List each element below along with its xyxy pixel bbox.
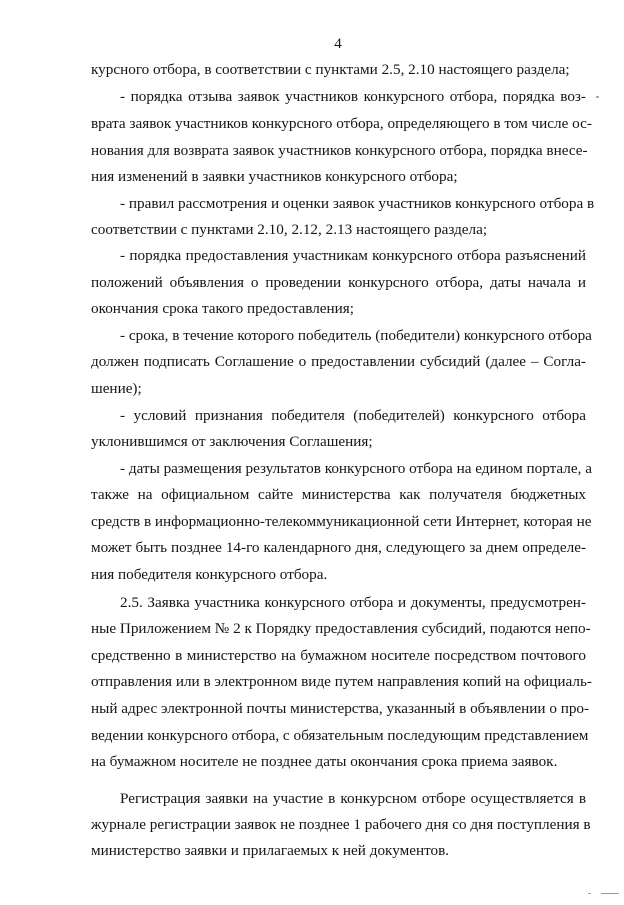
text-line: окончания срока такого предоставления; — [91, 300, 354, 317]
text-line: нования для возврата заявок участников конкурсного отбора, порядка внесе- — [91, 142, 588, 159]
text-line: - даты размещения результатов конкурсного отбора на едином портале, а — [120, 460, 592, 477]
text-line: министерство заявки и прилагаемых к ней документов. — [91, 842, 450, 859]
text-line: - срока, в течение которого победитель (победители) конкурсного отбора — [120, 327, 592, 344]
text-line: 2.5. Заявка участника конкурсного отбора и документы, предусмотрен- — [120, 594, 586, 611]
scan-speck — [601, 893, 619, 894]
text-line: также на официальном сайте министерства как получателя бюджетных — [91, 486, 586, 503]
text-line: Регистрация заявки на участие в конкурсном отборе осуществляется в — [120, 790, 586, 807]
text-line: - правил рассмотрения и оценки заявок участников конкурсного отбора в — [120, 195, 595, 212]
text-line: ведении конкурсного отбора, с обязательным последующим представлением — [91, 727, 589, 744]
scan-speck — [596, 96, 599, 98]
text-line: ния изменений в заявки участников конкурсного отбора; — [91, 168, 458, 185]
text-line: соответствии с пунктами 2.10, 2.12, 2.13 настоящего раздела; — [91, 221, 488, 238]
text-line: - порядка предоставления участникам конкурсного отбора разъяснений — [120, 247, 586, 264]
text-line: средственно в министерство на бумажном носителе посредством почтового — [91, 647, 586, 664]
text-line: ные Приложением № 2 к Порядку предоставления субсидий, подаются непо- — [91, 620, 591, 637]
text-line: должен подписать Соглашение о предоставлении субсидий (далее – Согла- — [91, 353, 586, 370]
text-line: отправления или в электронном виде путем направления копий на официаль- — [91, 673, 592, 690]
text-line: врата заявок участников конкурсного отбора, определяющего в том числе ос- — [91, 115, 592, 132]
scan-speck — [588, 893, 591, 894]
text-line: курсного отбора, в соответствии с пунктами 2.5, 2.10 настоящего раздела; — [91, 61, 570, 78]
text-line: ния победителя конкурсного отбора. — [91, 566, 328, 583]
text-line: на бумажном носителе не позднее даты окончания срока приема заявок. — [91, 753, 558, 770]
text-line: шение); — [91, 380, 142, 397]
text-line: ный адрес электронной почты министерства, указанный в объявлении о про- — [91, 700, 590, 717]
text-line: - условий признания победителя (победителей) конкурсного отбора — [120, 407, 586, 424]
text-line: положений объявления о проведении конкурсного отбора, даты начала и — [91, 274, 586, 291]
text-line: журнале регистрации заявок не позднее 1 рабочего дня со дня поступления в — [91, 816, 591, 833]
text-line: уклонившимся от заключения Соглашения; — [91, 433, 373, 450]
text-line: средств в информационно-телекоммуникационной сети Интернет, которая не — [91, 513, 592, 530]
page-number: 4 — [334, 36, 342, 52]
text-line: может быть позднее 14-го календарного дня, следующего за днем определе- — [91, 539, 586, 556]
text-line: - порядка отзыва заявок участников конкурсного отбора, порядка воз- — [120, 88, 586, 105]
